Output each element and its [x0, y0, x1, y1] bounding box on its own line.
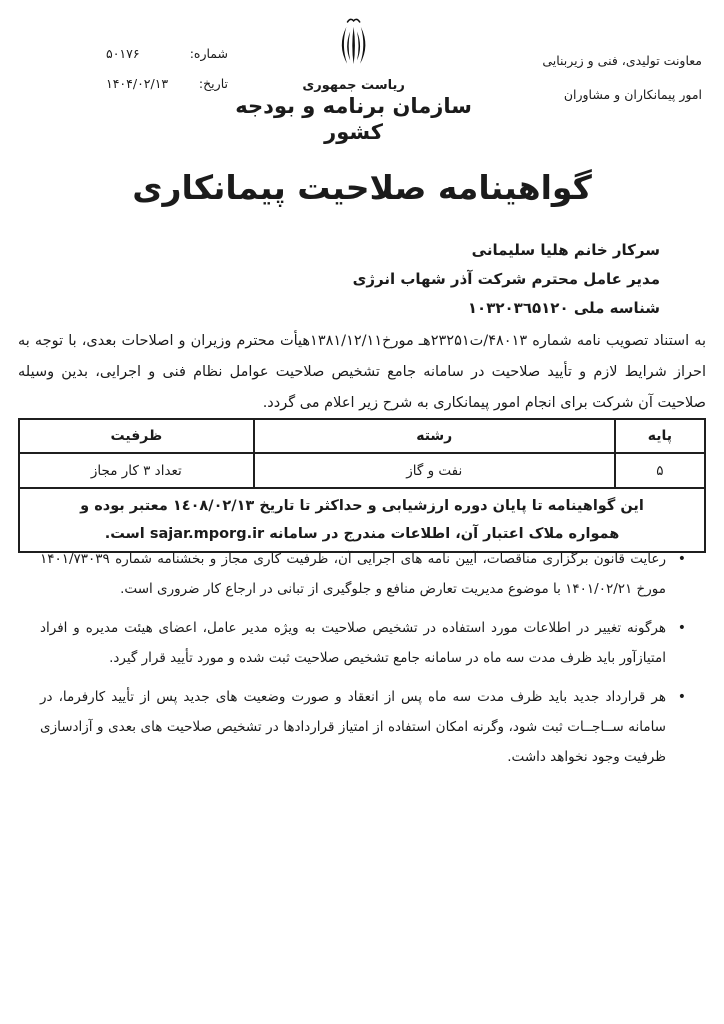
field-value: نفت و گاز — [254, 453, 615, 488]
table-header-row — [19, 419, 705, 453]
letter-number-value: ۵۰۱۷۶ — [106, 46, 140, 61]
table-row — [19, 453, 705, 488]
validity-row — [19, 488, 705, 552]
table-header-capacity: ظرفیت — [19, 419, 254, 453]
letter-number-label: شماره: — [189, 46, 228, 61]
certificate-title: گواهینامه صلاحیت پیمانکاری — [132, 168, 592, 207]
deputy-line: معاونت تولیدی، فنی و زیربنایی — [542, 53, 702, 68]
grade-value: ۵ — [615, 453, 705, 488]
letter-date-value: ۱۴۰۴/۰۲/۱۳ — [106, 76, 169, 91]
department-line: امور پیمانکاران و مشاوران — [563, 87, 702, 102]
header-number-date-block — [106, 46, 228, 106]
validity-cell — [19, 488, 705, 552]
intro-paragraph: به استناد تصویب نامه شماره ۴۸۰۱۳/ت۲۳۲۵۱هـ مورخ۱۳۸۱/۱۲/۱۱هیأت محترم وزیران و اصلاحات بعدی، با توجه به احراز شرایط لازم و تأیید صلاحیت در سامانه جامع تشخیص صلاحیت عوامل نظام فنی و اجرایی، بدین وسیله صلاحیت آن شرکت برای انجام امور پیمانکاری به شرح زیر اعلام می گردد. — [18, 333, 707, 411]
note-item: • هرگونه تغییر در اطلاعات مورد استفاده در تشخیص صلاحیت به ویژه مدیر عامل، اعضای هیئت مدیره و افراد امتیازآور باید ظرف مدت سه ماه در سامانه جامع تشخیص صلاحیت ثبت شده و مورد تأیید قرار گیرد. — [40, 613, 688, 673]
header-org-block — [214, 12, 494, 145]
table-header-grade: پایه — [615, 419, 705, 453]
qualification-table — [18, 418, 706, 553]
header-deputy-block — [542, 44, 702, 112]
capacity-value: تعداد ۳ کار مجاز — [19, 453, 254, 488]
addressee-national-id: شناسه ملی ۱۰۳۲۰۳٦۵۱۲۰ — [467, 299, 660, 317]
presidency-label: ریاست جمهوری — [302, 78, 405, 93]
notes-list — [40, 544, 688, 781]
note-item: • هر قرارداد جدید باید ظرف مدت سه ماه پس از انعقاد و صورت وضعیت های جدید پس از تأیید کارفرما، در سامانه ســاجــات ثبت شود، وگرنه امکان استفاده از امتیاز قراردادها در تشخیص صلاحیت های بعدی و آزادسازی ظرفیت وجود نخواهد داشت. — [40, 682, 688, 772]
iran-emblem-icon — [335, 12, 373, 76]
addressee-block — [353, 236, 660, 323]
letter-number-row — [106, 46, 228, 61]
table-header-field: رشته — [254, 419, 615, 453]
note-item: • رعایت قانون برگزاری مناقصات، آیین نامه های اجرایی آن، ظرفیت کاری مجاز و بخشنامه شماره ۱۴۰۱/۷۳۰۳۹ مورخ ۱۴۰۱/۰۲/۲۱ با موضوع مدیریت تعارض منافع و جلوگیری از تبانی در ارجاع کار ضروری است. — [40, 544, 688, 604]
validity-line-2: همواره ملاک اعتبار آن، اطلاعات مندرج در سامانه sajar.mporg.ir است. — [104, 526, 620, 542]
organization-name: سازمان برنامه و بودجه کشور — [235, 94, 472, 144]
letter-date-label: تاریخ: — [198, 76, 228, 91]
addressee-role: مدیر عامل محترم شرکت آذر شهاب انرژی — [352, 270, 660, 288]
validity-line-1: این گواهینامه تا پایان دوره ارزشیابی و حداکثر تا تاریخ ۱٤۰۸/۰۲/۱۳ معتبر بوده و — [80, 498, 644, 514]
letter-date-row — [106, 76, 228, 91]
addressee-name: سرکار خانم هلیا سلیمانی — [471, 241, 660, 259]
